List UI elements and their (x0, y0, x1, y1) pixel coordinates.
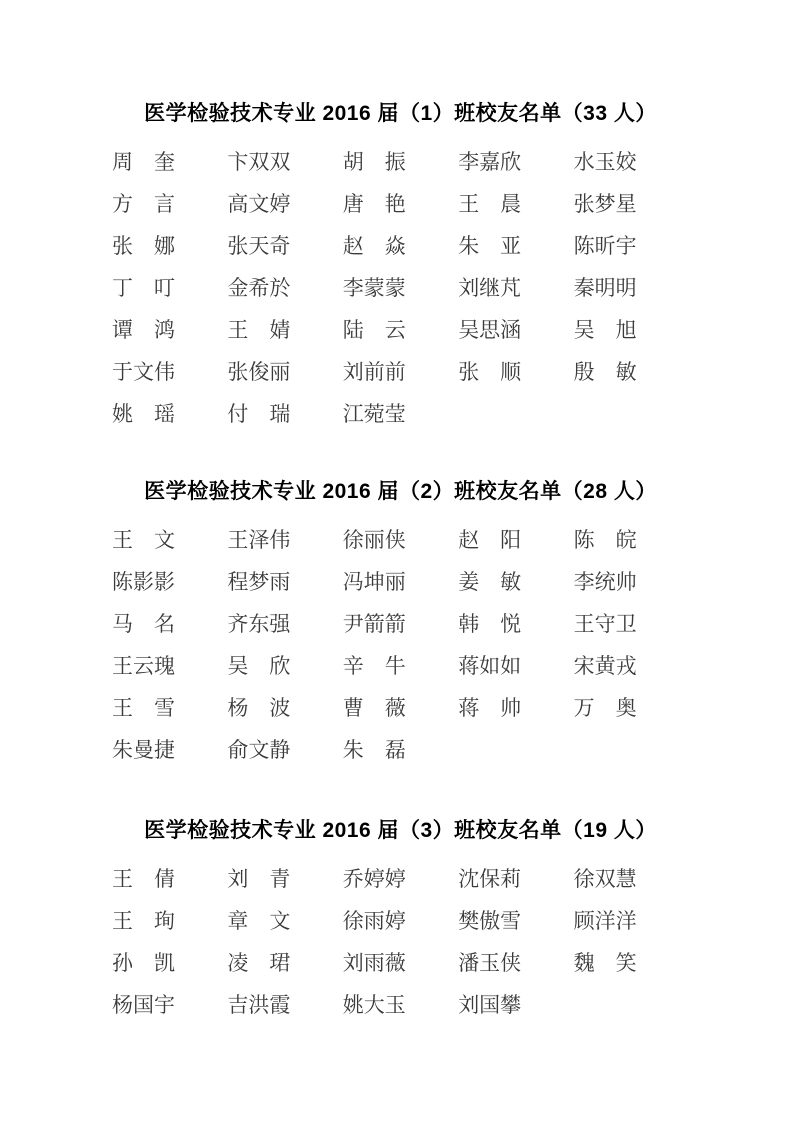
alumni-name: 王雪 (112, 696, 175, 720)
alumni-name: 顾洋洋 (573, 909, 637, 933)
alumni-name: 潘玉侠 (458, 951, 522, 975)
alumni-name: 章文 (227, 909, 291, 933)
alumni-name: 方言 (112, 192, 175, 216)
alumni-name: 曹薇 (342, 696, 406, 720)
alumni-name: 马名 (112, 612, 175, 636)
alumni-name: 刘青 (227, 867, 291, 891)
alumni-name: 凌珺 (227, 951, 291, 975)
alumni-name: 宋黄戎 (573, 654, 637, 678)
class-section-3 (112, 820, 689, 1016)
class-section-1 (112, 103, 689, 425)
alumni-name: 王文 (112, 528, 175, 552)
alumni-name: 吴旭 (573, 318, 637, 342)
alumni-name: 张顺 (458, 360, 522, 384)
alumni-name: 韩悦 (458, 612, 522, 636)
alumni-name: 王云瑰 (112, 654, 175, 678)
alumni-name: 朱曼捷 (112, 738, 175, 762)
alumni-name: 周奎 (112, 150, 175, 174)
alumni-name: 魏笑 (573, 951, 637, 975)
alumni-name: 刘雨薇 (342, 951, 406, 975)
alumni-name: 陈影影 (112, 570, 175, 594)
alumni-name: 徐雨婷 (342, 909, 406, 933)
alumni-name: 赵焱 (342, 234, 406, 258)
alumni-name: 谭鸿 (112, 318, 175, 342)
alumni-name: 杨国宇 (112, 993, 175, 1017)
alumni-name: 卞双双 (227, 150, 291, 174)
alumni-name-grid (112, 152, 689, 425)
alumni-name: 水玉姣 (573, 150, 637, 174)
alumni-name: 俞文静 (227, 738, 291, 762)
alumni-name: 高文婷 (227, 192, 291, 216)
alumni-name-grid (112, 530, 689, 761)
alumni-name: 李统帅 (573, 570, 637, 594)
alumni-name: 李嘉欣 (458, 150, 522, 174)
alumni-name: 杨波 (227, 696, 291, 720)
alumni-name: 殷敏 (573, 360, 637, 384)
alumni-name: 王守卫 (573, 612, 637, 636)
alumni-name: 姜敏 (458, 570, 522, 594)
alumni-name: 齐东强 (227, 612, 291, 636)
alumni-name: 金希於 (227, 276, 291, 300)
alumni-name: 辛牛 (342, 654, 406, 678)
alumni-name: 王婧 (227, 318, 291, 342)
alumni-name: 丁叮 (112, 276, 175, 300)
alumni-name: 张梦星 (573, 192, 637, 216)
alumni-name: 朱磊 (342, 738, 406, 762)
alumni-name: 刘国攀 (458, 993, 522, 1017)
alumni-name-grid (112, 869, 689, 1016)
alumni-name: 胡振 (342, 150, 406, 174)
alumni-name: 唐艳 (342, 192, 406, 216)
alumni-name: 李蒙蒙 (342, 276, 406, 300)
alumni-name: 陆云 (342, 318, 406, 342)
alumni-name: 沈保莉 (458, 867, 522, 891)
alumni-name: 孙凯 (112, 951, 175, 975)
alumni-name: 王泽伟 (227, 528, 291, 552)
alumni-name: 陈皖 (573, 528, 637, 552)
alumni-name: 王晨 (458, 192, 522, 216)
alumni-name: 程梦雨 (227, 570, 291, 594)
alumni-name: 江菀莹 (342, 402, 406, 426)
alumni-name: 陈昕宇 (573, 234, 637, 258)
alumni-name: 王倩 (112, 867, 175, 891)
alumni-name: 万奥 (573, 696, 637, 720)
alumni-name: 朱亚 (458, 234, 522, 258)
class-section-2 (112, 481, 689, 761)
alumni-name: 徐双慧 (573, 867, 637, 891)
alumni-name: 吉洪霞 (227, 993, 291, 1017)
alumni-name: 吴思涵 (458, 318, 522, 342)
alumni-name: 于文伟 (112, 360, 175, 384)
alumni-name: 姚瑶 (112, 402, 175, 426)
alumni-name: 张娜 (112, 234, 175, 258)
alumni-name: 姚大玉 (342, 993, 406, 1017)
alumni-name: 冯坤丽 (342, 570, 406, 594)
alumni-name: 樊傲雪 (458, 909, 522, 933)
alumni-name: 赵阳 (458, 528, 522, 552)
section-title: 医学检验技术专业 2016 届（3）班校友名单（19 人） (144, 819, 657, 842)
alumni-name: 刘前前 (342, 360, 406, 384)
alumni-name: 乔婷婷 (342, 867, 406, 891)
alumni-name: 徐丽侠 (342, 528, 406, 552)
alumni-name: 张天奇 (227, 234, 291, 258)
alumni-name: 刘继芃 (458, 276, 522, 300)
alumni-name: 蒋如如 (458, 654, 522, 678)
alumni-name: 秦明明 (573, 276, 637, 300)
alumni-name: 付瑞 (227, 402, 291, 426)
section-title: 医学检验技术专业 2016 届（1）班校友名单（33 人） (144, 102, 657, 125)
alumni-name: 尹箭箭 (342, 612, 406, 636)
alumni-name: 张俊丽 (227, 360, 291, 384)
alumni-name: 蒋帅 (458, 696, 522, 720)
section-title: 医学检验技术专业 2016 届（2）班校友名单（28 人） (144, 480, 657, 503)
alumni-name: 吴欣 (227, 654, 291, 678)
alumni-name: 王珣 (112, 909, 175, 933)
